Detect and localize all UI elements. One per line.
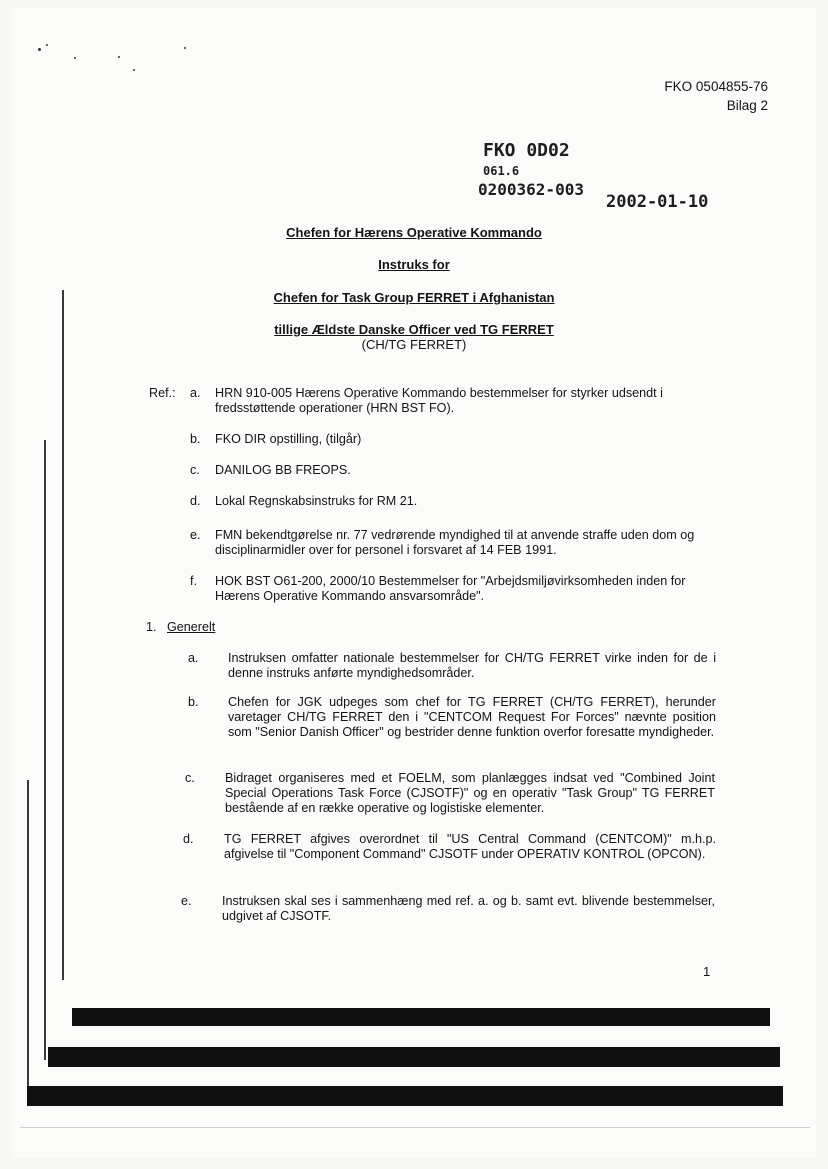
- margin-line: [62, 290, 64, 980]
- title-line-3: Chefen for Task Group FERRET i Afghanistan: [273, 290, 555, 305]
- reference-text: HOK BST O61-200, 2000/10 Bestemmelser for "Arbejdsmiljøvirksomheden inden for Hærens Operative Kommando ansvarsområde".: [215, 574, 686, 603]
- reference-text: DANILOG BB FREOPS.: [215, 463, 351, 477]
- section-item-letter: e.: [181, 894, 192, 908]
- page-number: 1: [703, 964, 711, 979]
- reference-letter: d.: [190, 494, 201, 508]
- section-item-text: Instruksen skal ses i sammenhæng med ref. a. og b. samt evt. blivende bestemmelser, udgivet af CJSOTF.: [222, 894, 715, 923]
- attachment-label: Bilag 2: [726, 98, 768, 113]
- stamp-office: FKO 0D02: [483, 140, 570, 161]
- stamp-file-code: 061.6: [483, 164, 520, 178]
- reference-text: FKO DIR opstilling, (tilgår): [215, 432, 362, 446]
- reference-text: Lokal Regnskabsinstruks for RM 21.: [215, 494, 418, 508]
- scan-speck: [184, 47, 186, 49]
- section-number: 1.: [146, 620, 157, 634]
- reference-text: FMN bekendtgørelse nr. 77 vedrørende myndighed til at anvende straffe uden dom og disciplinarmidler over for personel i forsvaret af 14 FEB 1991.: [215, 528, 695, 557]
- scan-bar: [72, 1008, 770, 1026]
- section-item-text: Chefen for JGK udpeges som chef for TG FERRET (CH/TG FERRET), herunder varetager CH/TG FERRET den i "CENTCOM Request For Forces" nævnte position som "Senior Danish Officer" og bestrider denne funktion overfor foresatte myndigheder.: [228, 695, 716, 739]
- section-item-letter: d.: [183, 832, 194, 846]
- references-label: Ref.:: [149, 386, 176, 400]
- section-item-letter: a.: [188, 651, 199, 665]
- scan-speck: [74, 57, 76, 59]
- section-heading: Generelt: [167, 620, 216, 634]
- scan-speck: [38, 48, 41, 51]
- stamp-journal-number: 0200362-003: [478, 180, 584, 199]
- section-item-text: Bidraget organiseres med et FOELM, som planlægges indsat ved "Combined Joint Special Operations Task Force (CJSOTF)" og en operativ "Task Group" TG FERRET bestående af en række operative og logistiske elementer.: [225, 771, 715, 815]
- margin-line: [27, 780, 29, 1100]
- title-line-4: tillige Ældste Danske Officer ved TG FERRET: [274, 322, 554, 337]
- section-item-letter: b.: [188, 695, 199, 709]
- scan-speck: [46, 44, 48, 46]
- stamp-date: 2002-01-10: [606, 192, 709, 212]
- title-line-2: Instruks for: [378, 257, 450, 272]
- scan-bar: [27, 1086, 783, 1106]
- section-item-letter: c.: [185, 771, 195, 785]
- margin-line: [44, 440, 46, 1060]
- scan-speck: [133, 69, 135, 71]
- scan-bar: [48, 1047, 780, 1067]
- document-reference-number: FKO 0504855-76: [664, 79, 768, 94]
- scan-speck: [118, 56, 120, 58]
- reference-letter: a.: [190, 386, 201, 400]
- title-line-1: Chefen for Hærens Operative Kommando: [286, 225, 542, 240]
- section-item-text: TG FERRET afgives overordnet til "US Central Command (CENTCOM)" m.h.p. afgivelse til "Component Command" CJSOTF under OPERATIV KONTROL (OPCON).: [224, 832, 716, 861]
- reference-letter: b.: [190, 432, 201, 446]
- reference-text: HRN 910-005 Hærens Operative Kommando bestemmelser for styrker udsendt i fredsstøttende operationer (HRN BST FO).: [215, 386, 663, 415]
- reference-letter: f.: [190, 574, 197, 588]
- reference-letter: c.: [190, 463, 200, 477]
- section-item-text: Instruksen omfatter nationale bestemmelser for CH/TG FERRET virke inden for de i denne instruks anførte myndighedsområder.: [228, 651, 716, 680]
- reference-letter: e.: [190, 528, 201, 542]
- page-edge-line: [20, 1127, 810, 1128]
- title-line-5: (CH/TG FERRET): [361, 337, 467, 352]
